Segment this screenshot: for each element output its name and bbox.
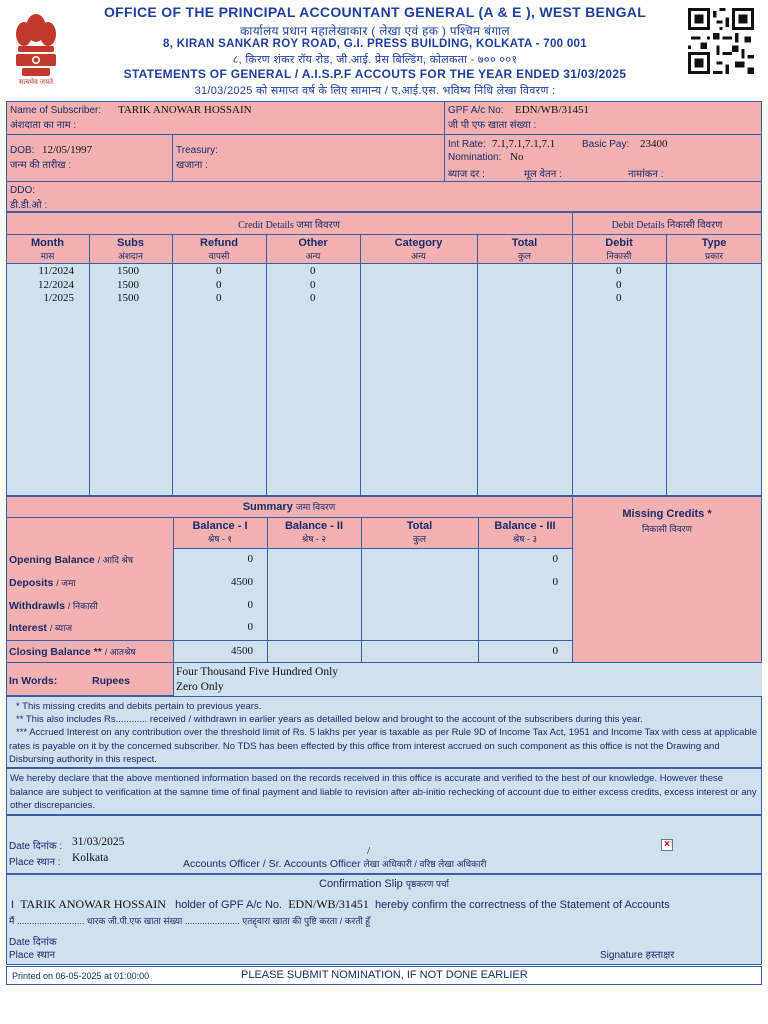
deposits-b3: 0 xyxy=(552,576,558,588)
col-debit xyxy=(572,237,666,262)
closing-b2-bg xyxy=(267,641,361,662)
col-other-hi: अन्य xyxy=(305,251,321,261)
col-total-hi: कुल xyxy=(517,251,531,261)
sum-col-b2-hi: श्रेष - २ xyxy=(301,534,327,544)
confirm-holder-text: holder of GPF A/c No. xyxy=(175,899,283,911)
office-address: 8, KIRAN SANKAR ROY ROAD, G.I. PRESS BUILDING, KOLKATA - 700 001 xyxy=(163,38,587,50)
notes-panel xyxy=(6,696,762,768)
broken-image-icon: × xyxy=(661,839,673,851)
office-title-hindi: कार्यालय प्रधान महालेखाकार ( लेखा एवं हक ) पश्चिम बंगाल xyxy=(240,24,510,38)
row-subs: 1500 xyxy=(117,265,139,277)
confirm-text: hereby confirm the correctness of the Statement of Accounts xyxy=(375,899,670,911)
row-refund: 0 xyxy=(216,279,222,291)
opening-balance-hi: / आदि श्रेष xyxy=(97,555,134,565)
row-debit: 0 xyxy=(616,279,622,291)
deposits-label xyxy=(9,576,76,589)
col-other xyxy=(266,237,360,262)
declaration-panel xyxy=(6,768,762,815)
col-category-en: Category xyxy=(394,237,443,249)
treasury-label-hindi: खजाना : xyxy=(176,160,208,171)
interest-label xyxy=(9,621,72,634)
interest-en: Interest xyxy=(9,622,47,634)
nomination-value: No xyxy=(510,151,524,163)
withdrawls-b1: 0 xyxy=(247,599,253,611)
col-debit-en: Debit xyxy=(605,237,633,249)
confirm-hindi-line: मैं ........................... धारक जी.पी.एफ खाता संख्या ...................... एतद्द्वारा खाता की पुष्टि करता / करती हूँ xyxy=(9,916,371,926)
qr-code xyxy=(688,8,754,74)
basic-pay-value: 23400 xyxy=(640,138,668,150)
debit-details-heading: Debit Details निकासी विवरण xyxy=(611,220,723,231)
sign-place: Kolkata xyxy=(72,852,109,864)
sum-col-b2 xyxy=(267,520,361,545)
confirm-place-label: Place स्थान xyxy=(9,950,56,961)
col-total xyxy=(477,237,572,262)
withdrawls-en: Withdrawls xyxy=(9,600,65,612)
opening-balance-b3: 0 xyxy=(552,553,558,565)
sum-col-b2-en: Balance - II xyxy=(284,520,344,532)
col-month-en: Month xyxy=(31,237,64,249)
ddo-label-hindi: डी.डी.ओ : xyxy=(10,200,48,211)
gpf-number: EDN/WB/31451 xyxy=(515,104,589,116)
withdrawls-hi: / निकासी xyxy=(67,601,98,611)
missing-credits-en: Missing Credits * xyxy=(622,508,712,520)
sign-slash: / xyxy=(367,845,371,857)
deposits-en: Deposits xyxy=(9,577,54,589)
col-other-en: Other xyxy=(298,237,328,249)
basic-hindi: मूल वेतन : xyxy=(524,169,562,180)
col-subs-hi: अंशदान xyxy=(117,251,144,261)
table-row xyxy=(6,292,762,305)
national-emblem xyxy=(8,6,64,96)
sum-col-b1-en: Balance - I xyxy=(192,520,248,532)
row-subs: 1500 xyxy=(117,292,139,304)
gpf-label: GPF A/c No: xyxy=(448,105,504,116)
sum-col-total xyxy=(361,520,478,545)
row-other: 0 xyxy=(310,292,316,304)
sum-col-total-hi: कुल xyxy=(412,534,426,544)
table-row xyxy=(6,279,762,292)
confirm-i: I xyxy=(11,899,15,911)
col-debit-hi: निकासी xyxy=(606,251,632,261)
subscriber-name-label: Name of Subscriber: xyxy=(10,105,102,116)
sum-col-b1 xyxy=(173,520,267,545)
note-1: * This missing credits and debits pertain to previous years. xyxy=(16,701,262,712)
dob-label: DOB: xyxy=(10,145,35,156)
withdrawls-label xyxy=(9,599,98,612)
summary-heading-hi: जमा विवरण xyxy=(295,502,336,512)
printed-on: Printed on 06-05-2025 at 01:00:00 xyxy=(12,971,150,981)
interest-hi: / ब्याज xyxy=(49,623,73,633)
col-refund xyxy=(172,237,266,262)
opening-balance-b1: 0 xyxy=(247,553,253,565)
summary-heading xyxy=(6,500,572,513)
sum-col-total-en: Total xyxy=(406,520,433,532)
rupees-label: Rupees xyxy=(92,675,130,687)
nomination-hindi: नामांकन : xyxy=(628,169,664,180)
row-month: 11/2024 xyxy=(38,265,74,277)
basic-pay-label: Basic Pay: xyxy=(582,139,630,150)
subscriber-name-label-hindi: अंशदाता का नाम : xyxy=(10,120,77,131)
row-other: 0 xyxy=(310,279,316,291)
col-refund-hi: वापसी xyxy=(208,251,230,261)
closing-balance-b3: 0 xyxy=(552,645,558,657)
col-category xyxy=(360,237,477,262)
confirmation-title xyxy=(6,877,762,890)
row-subs: 1500 xyxy=(117,279,139,291)
opening-balance-label xyxy=(9,553,133,566)
sum-col-b3-en: Balance - III xyxy=(494,520,556,532)
col-type xyxy=(666,237,762,262)
note-3: *** Accrued Interest on any contribution over the threshold limit of Rs. 5 lakhs per year is taxable as per Rule 9D of Income Tax Act, 1951 and Income Tax with cess at applicable rates is payable on it by the concerned subscriber. No TDS has been effected by this office from interest accrued on such component as this office is not the Drawing and Disbursing authority in this respect. xyxy=(9,727,758,765)
row-refund: 0 xyxy=(216,292,222,304)
row-refund: 0 xyxy=(216,265,222,277)
sign-date: 31/03/2025 xyxy=(72,836,125,848)
int-rate-value: 7.1,7.1,7.1,7.1 xyxy=(492,138,556,150)
sign-date-label: Date दिनांक : xyxy=(9,841,63,852)
interest-b1: 0 xyxy=(247,621,253,633)
confirm-date-label: Date दिनांक xyxy=(9,937,57,948)
confirm-gpf-no: EDN/WB/31451 xyxy=(288,897,369,911)
row-debit: 0 xyxy=(616,265,622,277)
table-row xyxy=(6,265,762,278)
sum-col-b3-hi: श्रेष - ३ xyxy=(512,534,538,544)
subscriber-info-panel xyxy=(6,101,762,212)
confirm-name: TARIK ANOWAR HOSSAIN xyxy=(20,897,166,911)
missing-credits-hi: निकासी विवरण xyxy=(641,524,692,534)
missing-credits-heading xyxy=(572,508,762,535)
in-words-line-2: Zero Only xyxy=(176,681,224,693)
qr-code-icon xyxy=(688,8,754,74)
confirmation-line xyxy=(11,897,670,912)
row-debit: 0 xyxy=(616,292,622,304)
row-month: 12/2024 xyxy=(37,279,74,291)
emblem-motto: सत्यमेव जयते xyxy=(18,79,54,86)
subscriber-name: TARIK ANOWAR HOSSAIN xyxy=(118,104,252,116)
sign-place-label: Place स्थान : xyxy=(9,857,61,868)
declaration-text: We hereby declare that the above mentioned information based on the records received in this office is accurate and verified to the best of our knowledge. However these balance are subject to verification at the samne time of final payment and liable to revision after ab-initio rechecking of account due to either excess credits, excess interest or any other discrepancies. xyxy=(10,773,757,811)
confirmation-title-en: Confirmation Slip xyxy=(319,878,403,890)
office-title: OFFICE OF THE PRINCIPAL ACCOUNTANT GENERAL (A & E ), WEST BENGAL xyxy=(103,4,647,20)
summary-heading-en: Summary xyxy=(242,501,293,513)
sum-col-b1-hi: श्रेष - १ xyxy=(207,534,233,544)
gpf-label-hindi: जी पी एफ खाता संख्या : xyxy=(448,120,537,131)
closing-total-bg xyxy=(361,641,478,662)
confirmation-title-hi: पृष्ठकरण पर्चा xyxy=(405,879,449,889)
deposits-hi: / जमा xyxy=(56,578,76,588)
officer-designation-en: Accounts Officer / Sr. Accounts Officer xyxy=(183,858,361,870)
confirm-signature-label: Signature हस्ताक्षर xyxy=(600,950,675,961)
credit-details-heading: Credit Details जमा विवरण xyxy=(238,220,340,231)
ddo-label: DDO: xyxy=(10,185,35,196)
note-2: ** This also includes Rs............ received / withdrawn in earlier years as detailled below and brought to the account of the subscribers during this year. xyxy=(16,714,643,725)
closing-balance-en: Closing Balance ** xyxy=(9,646,102,658)
dob-label-hindi: जन्म की तारीख : xyxy=(10,160,72,171)
row-month: 1/2025 xyxy=(43,292,74,304)
footer-bar xyxy=(6,966,762,985)
sum-col-b3 xyxy=(478,520,572,545)
in-words-label: In Words: xyxy=(9,675,58,687)
int-rate-label: Int Rate: xyxy=(448,139,486,150)
nomination-label: Nomination: xyxy=(448,152,502,163)
col-subs-en: Subs xyxy=(117,237,144,249)
deposits-b1: 4500 xyxy=(231,576,253,588)
statement-title: STATEMENTS OF GENERAL / A.I.S.P.F ACCOUTS FOR THE YEAR ENDED 31/03/2025 xyxy=(123,67,627,81)
officer-designation-hi: लेखा अधिकारी / वरिष्ठ लेखा अधिकारी xyxy=(363,859,487,869)
col-month xyxy=(6,237,89,262)
closing-balance-label xyxy=(9,645,136,658)
col-category-hi: अन्य xyxy=(411,251,426,261)
officer-designation xyxy=(183,857,486,870)
rate-hindi: ब्याज दर : xyxy=(448,169,485,180)
dob-value: 12/05/1997 xyxy=(42,144,93,156)
col-month-hi: मास xyxy=(40,251,55,261)
nomination-notice: PLEASE SUBMIT NOMINATION, IF NOT DONE EARLIER xyxy=(241,969,528,981)
col-refund-en: Refund xyxy=(200,237,238,249)
treasury-label: Treasury: xyxy=(176,145,218,156)
row-other: 0 xyxy=(310,265,316,277)
col-total-en: Total xyxy=(511,237,538,249)
opening-balance-en: Opening Balance xyxy=(9,554,95,566)
closing-balance-hi: / आतश्रेष xyxy=(104,647,136,657)
closing-balance-b1: 4500 xyxy=(231,645,253,657)
col-subs xyxy=(89,237,172,262)
office-address-hindi: ८, किरण शंकर रॉय रोड, जी.आई. प्रेस बिल्डिंग, कोलकता - ७०० ००१ xyxy=(232,54,518,66)
in-words-line-1: Four Thousand Five Hundred Only xyxy=(176,666,339,678)
col-type-en: Type xyxy=(701,237,727,249)
statement-title-hindi: 31/03/2025 को समाप्त वर्ष के लिए सामान्य / ए.आई.एस. भविष्य निधि लेखा विवरण : xyxy=(194,85,556,97)
col-type-hi: प्रकार xyxy=(704,251,724,261)
